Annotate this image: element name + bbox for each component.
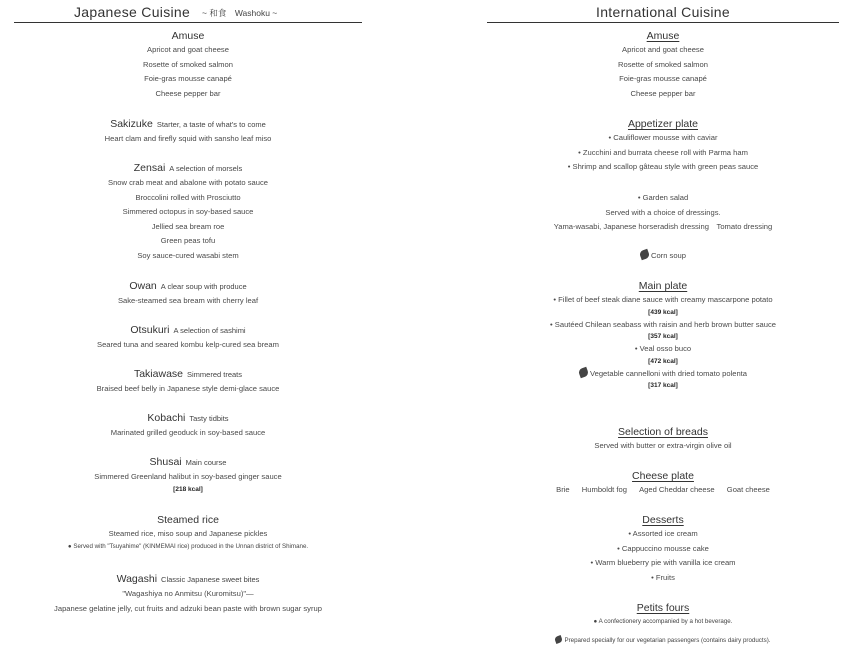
international-title: International Cuisine [596,4,730,20]
intl-amuse-item: Foie-gras mousse canapé [619,74,707,84]
intl-salad-item: • Garden salad [637,193,689,202]
intl-amuse-section [487,29,839,101]
intl-main-dish: • Fillet of beef steak diane sauce with creamy mascarpone potato [553,295,773,304]
vegetarian-leaf-icon [554,635,563,644]
jp-zensai-note: A selection of morsels [169,164,243,173]
intl-main-kcal: [317 kcal] [648,382,678,390]
intl-appetizer-item: • Zucchini and burrata cheese roll with Parma ham [578,147,748,157]
jp-owan-item: Sake-steamed sea bream with cherry leaf [117,296,259,305]
vegetarian-leaf-icon [578,367,590,379]
jp-wagashi-title: Wagashi [116,573,158,585]
jp-wagashi-item: Japanese gelatine jelly, cut fruits and adzuki bean paste with brown sugar syrup [54,603,322,613]
jp-sakizuke-section [14,117,362,147]
intl-salad-section [487,191,839,235]
intl-petits-section [487,601,839,627]
intl-cheese-item: Humboldt fog [581,485,627,494]
intl-appetizer-item: • Cauliflower mousse with caviar [608,133,718,142]
jp-takiawase-title: Takiawase [133,368,183,380]
jp-otsukuri-section [14,323,362,353]
jp-sakizuke-item: Heart clam and firefly squid with sansho leaf miso [104,134,272,143]
intl-desserts-item: • Cappuccino mousse cake [617,543,709,553]
intl-main-title: Main plate [638,280,688,292]
jp-zensai-item: Snow crab meat and abalone with potato sauce [108,178,268,187]
intl-main-section [487,279,839,391]
jp-kobachi-note: Tasty tidbits [189,414,229,423]
vegetarian-leaf-icon [639,249,651,261]
jp-shusai-kcal: [218 kcal] [173,485,203,493]
jp-zensai-section [14,161,362,264]
jp-zensai-item: Soy sauce-cured wasabi stem [137,250,239,260]
international-header [487,0,839,23]
japanese-title: Japanese Cuisine [74,4,191,20]
intl-cheese-item: Goat cheese [726,485,770,494]
intl-petits-title: Petits fours [636,602,690,614]
intl-main-dish: • Sautéed Chilean seabass with raisin and herb brown butter sauce [550,319,776,329]
intl-breads-section [487,425,839,454]
jp-owan-title: Owan [129,280,157,292]
intl-main-kcal: [439 kcal] [648,308,678,316]
jp-zensai-item: Jellied sea bream roe [151,221,225,231]
intl-breads-item: Served with butter or extra-virgin olive oil [594,441,732,450]
intl-desserts-item: • Warm blueberry pie with vanilla ice cream [590,558,736,568]
jp-takiawase-item: Braised beef belly in Japanese style demi-glace sauce [96,384,280,393]
jp-wagashi-item: "Wagashiya no Anmitsu (Kuromitsu)"— [122,589,254,598]
jp-rice-item: Steamed rice, miso soup and Japanese pickles [108,529,268,538]
jp-wagashi-note: Classic Japanese sweet bites [161,575,260,584]
intl-cheese-item: Aged Cheddar cheese [639,485,715,494]
intl-desserts-title: Desserts [642,514,684,526]
intl-soup-section [487,249,839,264]
jp-zensai-item: Green peas tofu [160,236,216,246]
jp-amuse-section [14,29,362,101]
jp-kobachi-title: Kobachi [147,412,186,424]
intl-amuse-item: Cheese pepper bar [630,88,696,98]
intl-main-dish: Vegetable cannelloni with dried tomato polenta [589,368,748,378]
intl-amuse-item: Apricot and goat cheese [622,45,704,54]
jp-amuse-title: Amuse [171,30,205,42]
jp-amuse-item: Rosette of smoked salmon [143,59,233,69]
jp-zensai-item: Simmered octopus in soy-based sauce [122,207,254,217]
jp-takiawase-note: Simmered treats [187,370,243,379]
jp-shusai-title: Shusai [149,456,182,468]
intl-desserts-section [487,513,839,585]
jp-kobachi-item: Marinated grilled geoduck in soy-based sauce [110,428,266,437]
intl-salad-item: Served with a choice of dressings. [605,207,721,217]
jp-owan-section [14,279,362,309]
vegetarian-footnote-text: Prepared specially for our vegetarian passengers (contains dairy products). [564,637,771,644]
intl-main-dish: • Veal osso buco [634,344,692,354]
intl-cheese-item: Brie [556,485,570,494]
jp-shusai-section [14,455,362,495]
jp-takiawase-section [14,367,362,397]
intl-soup-item: Corn soup [650,251,687,260]
jp-rice-title: Steamed rice [157,514,219,526]
jp-shusai-note: Main course [185,458,227,467]
intl-desserts-item: • Fruits [651,572,675,582]
intl-cheese-title: Cheese plate [632,470,694,482]
jp-rice-note: ● Served with "Tsuyahime" (KINMEMAI rice) produced in the Unnan district of Shimane. [67,542,309,550]
intl-main-kcal: [472 kcal] [648,357,678,365]
jp-amuse-item: Foie-gras mousse canapé [144,74,232,84]
jp-otsukuri-note: A selection of sashimi [173,326,246,335]
intl-appetizer-section [487,117,839,175]
intl-amuse-item: Rosette of smoked salmon [618,59,708,69]
jp-amuse-item: Cheese pepper bar [155,88,221,98]
vegetarian-footnote [487,636,839,646]
jp-sakizuke-title: Sakizuke [110,118,153,130]
intl-appetizer-item: • Shrimp and scallop gâteau style with green peas sauce [567,162,759,172]
jp-zensai-title: Zensai [133,162,166,174]
jp-rice-section [14,513,362,552]
jp-zensai-item: Broccolini rolled with Prosciutto [135,192,241,202]
jp-amuse-item: Apricot and goat cheese [147,45,229,54]
jp-otsukuri-item: Seared tuna and seared kombu kelp-cured sea bream [97,340,279,349]
intl-amuse-title: Amuse [646,30,680,42]
jp-wagashi-section [14,572,362,616]
jp-sakizuke-note: Starter, a taste of what's to come [156,120,266,129]
intl-breads-title: Selection of breads [618,426,708,438]
japanese-header [14,0,362,23]
jp-owan-note: A clear soup with produce [160,282,247,291]
jp-kobachi-section [14,411,362,441]
jp-shusai-item: Simmered Greenland halibut in soy-based ginger sauce [94,472,282,481]
intl-main-kcal: [357 kcal] [648,333,678,341]
jp-otsukuri-title: Otsukuri [130,324,170,336]
intl-appetizer-title: Appetizer plate [627,118,699,130]
intl-salad-item: Yama-wasabi, Japanese horseradish dressing Tomato dressing [553,222,773,232]
intl-cheese-section [487,469,839,498]
japanese-subtitle: ~ 和食 Washoku ~ [202,8,278,18]
intl-petits-note: ● A confectionery accompanied by a hot beverage. [593,618,733,625]
intl-desserts-item: • Assorted ice cream [628,529,698,538]
